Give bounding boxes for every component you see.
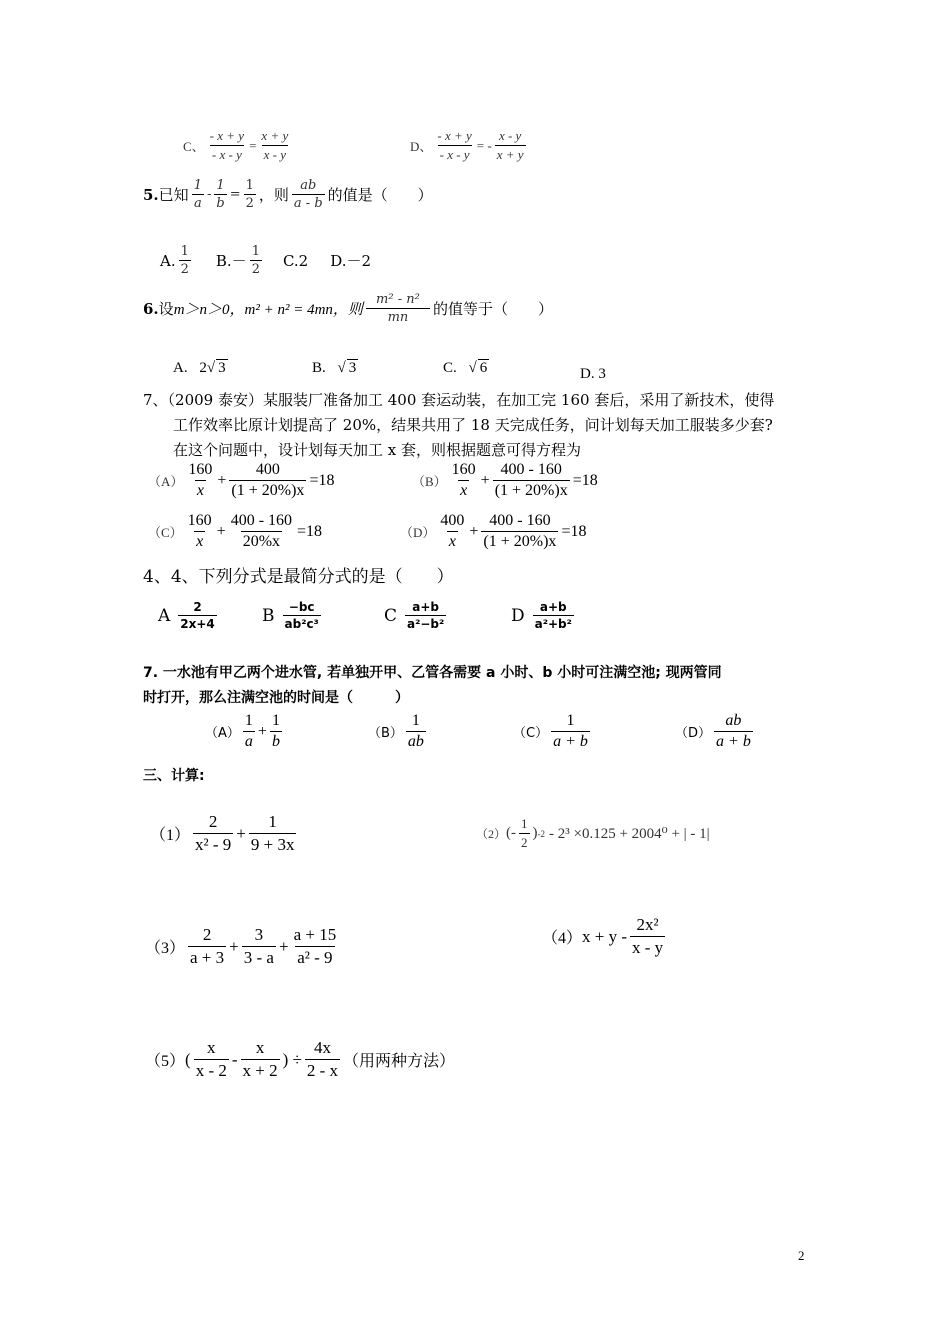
- question-4-4-option-a: A $\frac{2}{2x+4}$: [158, 600, 215, 631]
- section-3-title: 三、计算:: [143, 768, 205, 784]
- question-7-option-a: （A） $\frac{160}{x}$ + $\frac{400}{(1 + 20\%)x}$ =18: [148, 461, 335, 499]
- sqrt-icon: √: [468, 360, 477, 376]
- question-7-option-d: （D） $\frac{400}{x}$ + $\frac{400 - 160}{(1 + 20\%)x}$ =18: [400, 512, 587, 550]
- question-7b-option-d: （D） $\frac{ab}{a + b}$: [675, 712, 751, 750]
- page-number: 2: [798, 1248, 805, 1263]
- question-7-option-c: （C） $\frac{160}{x}$ + $\frac{400 - 160}{20\%x}$ =18: [148, 512, 323, 550]
- question-6-option-d: D. 3: [580, 366, 606, 382]
- question-6: 6. 设 m＞n＞0，m² + n² = 4mn，则 $\frac{\text{m² - n²}}{mn}$ 的值等于（ ）: [143, 292, 553, 325]
- calc-3: （3） $\frac{2}{a + 3}$ + $\frac{3}{3 - a}$ + $\frac{a + 15}{\text{a² - 9}}$: [145, 925, 337, 967]
- question-7-line1: 7、（2009 泰安）某服装厂准备加工 400 套运动装，在加工完 160 套后，采用了新技术，使得: [143, 391, 775, 409]
- question-7-option-b: （B） $\frac{160}{x}$ + $\frac{400 - 160}{(1 + 20\%)x}$ =18: [412, 461, 598, 499]
- question-4-4-option-d: D $\frac{a+b}{\text{a²+b²}}$: [511, 600, 572, 631]
- question-7b-option-c: （C） $\frac{1}{a + b}$: [513, 712, 588, 750]
- question-7-line2: 工作效率比原计划提高了 20%，结果共用了 18 天完成任务，问计划每天加工服装多少套?: [173, 416, 773, 434]
- q4-option-d: D、 $\frac{- x + y}{- x - y}$ = - $\frac{x - y}{x + y}$: [410, 128, 524, 162]
- question-7b-line2: 时打开，那么注满空池的时间是（ ）: [143, 690, 409, 706]
- calc-5: （5） ( $\frac{x}{x - 2}$ - $\frac{x}{x + 2}$ ) ÷ $\frac{4x}{2 - x}$ （用两种方法）: [145, 1038, 456, 1080]
- calc-4: （4） x + y - $\frac{\text{2x²}}{x - y}$: [542, 915, 664, 957]
- question-4-4-option-c: C $\frac{a+b}{\text{a²−b²}}$: [384, 600, 445, 631]
- question-7b-option-b: （B） $\frac{1}{ab}$: [368, 712, 424, 750]
- question-6-options: A. 2√ 3: [173, 360, 226, 376]
- question-5-options: A. $\frac{1}{2}$ B.－ $\frac{1}{2}$ C.2 D.－2: [160, 244, 372, 277]
- question-7b-line1: 7. 一水池有甲乙两个进水管, 若单独开甲、乙管各需要 a 小时、b 小时可注满空池; 现两管同: [143, 665, 722, 681]
- question-5: 5. 已知 $\frac{1}{a}$ - $\frac{1}{b}$ = $\frac{1}{2}$ ，则 $\frac{ab}{a - b}$ 的值是（ ）: [143, 178, 433, 211]
- q4-option-c: C、 $\frac{- x + y}{- x - y}$ = $\frac{x + y}{x - y}$: [183, 128, 289, 162]
- sqrt-icon: √: [337, 360, 346, 376]
- question-4-4-option-b: B $\frac{-bc}{\text{ab²c³}}$: [262, 600, 319, 631]
- question-6-option-b: B. √ 3: [312, 360, 357, 376]
- sqrt-icon: √: [206, 360, 216, 376]
- question-4-4-title: 4、4、下列分式是最简分式的是（ ）: [143, 567, 454, 587]
- question-6-option-c: C. √ 6: [443, 360, 488, 376]
- question-7-line3: 在这个问题中，设计划每天加工 x 套，则根据题意可得方程为: [173, 441, 581, 459]
- calc-2: （2） (- $\frac{1}{2}$ ) -2 - 2³ ×0.125 + 2004⁰ + | - 1|: [476, 816, 710, 850]
- calc-1: （1） $\frac{2}{\text{x² - 9}}$ + $\frac{1}{9 + 3x}$: [150, 812, 295, 854]
- question-7b-option-a: （A） $\frac{1}{a}$ + $\frac{1}{b}$: [205, 712, 280, 750]
